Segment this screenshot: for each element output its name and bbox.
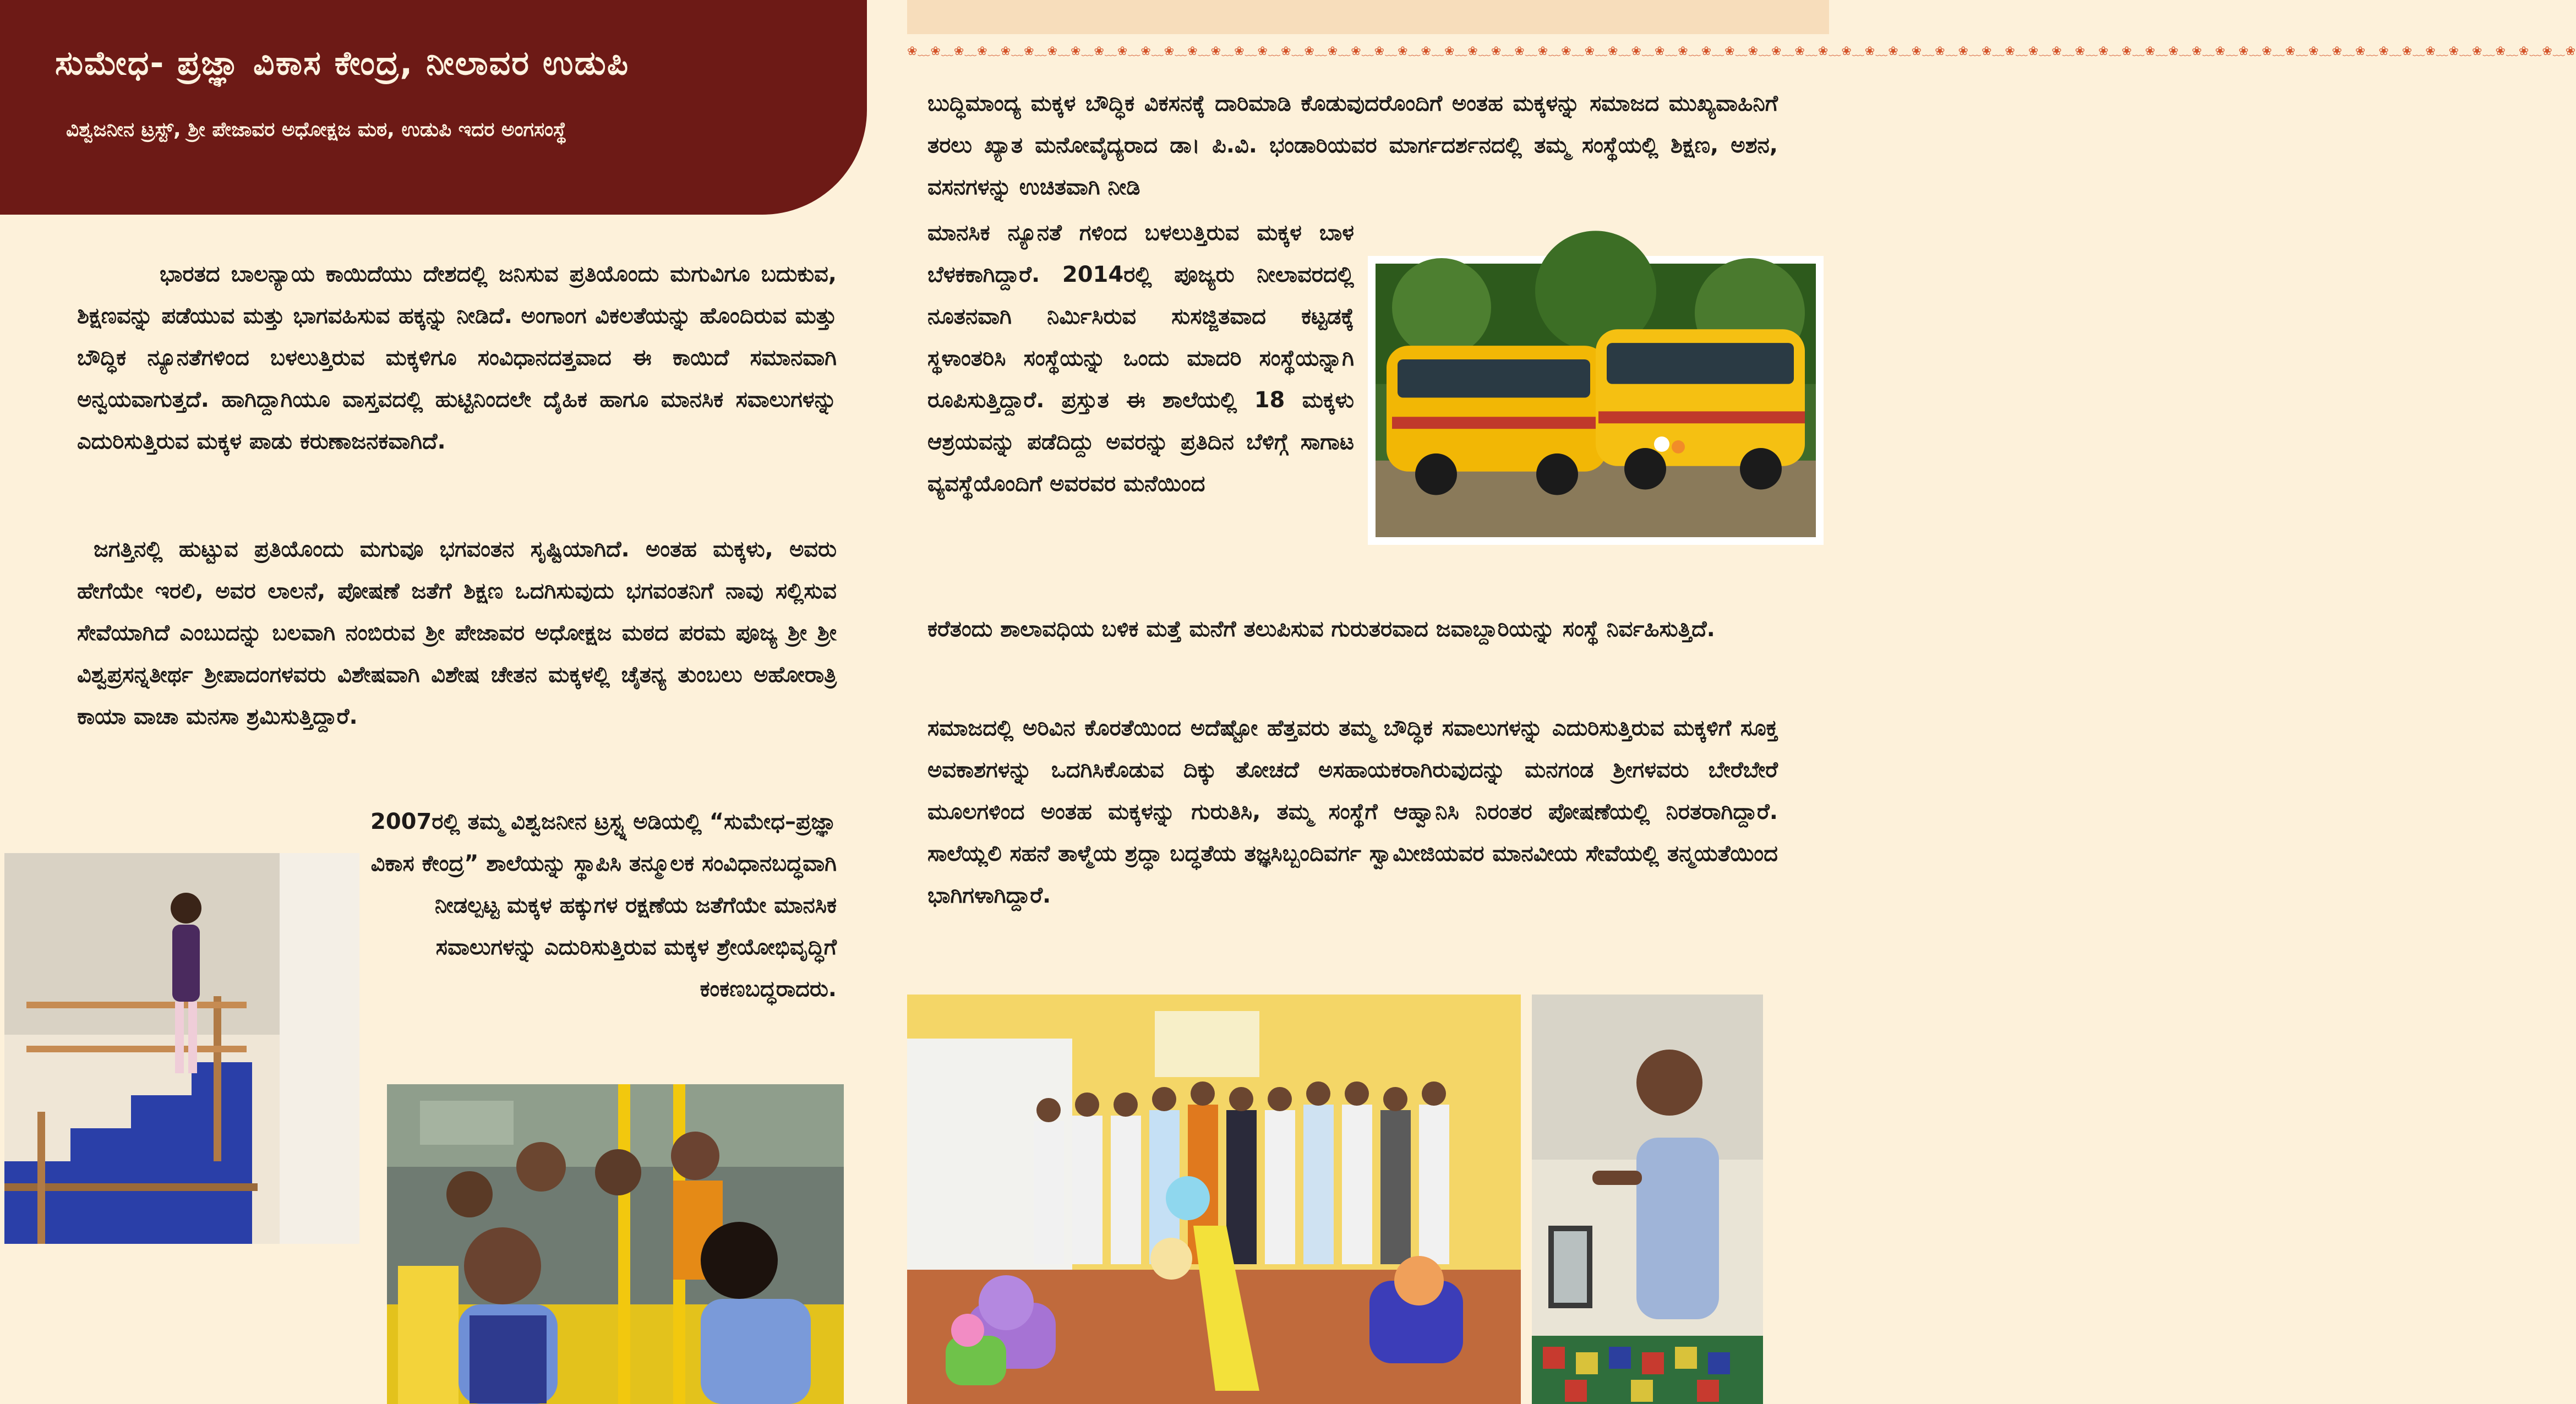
left-paragraph-3: 2007ರಲ್ಲಿ ತಮ್ಮ ವಿಶ್ವಜನೀನ ಟ್ರಸ್ಟ್ನ ಅಡಿಯಲ್ಲಿ “ಸುಮೇಧ–ಪ್ರಜ್ಞಾ ವಿಕಾಸ ಕೇಂದ್ರ” ಶಾಲೆಯನ್ನು ಸ್ಥಾಪಿಸಿ ತನ್ಮೂಲಕ ಸಂವಿಧಾನಬದ್ಧವಾಗಿ ನೀಡಲ್ಪಟ್ಟ ಮಕ್ಕಳ ಹಕ್ಕುಗಳ ರಕ್ಷಣೆಯ ಜತೆಗೆಯೇ ಮಾನಸಿಕ ಸವಾಲುಗಳನ್ನು ಎದುರಿಸುತ್ತಿರುವ ಮಕ್ಕಳ ಶ್ರೇಯೋಭಿವೃದ್ಧಿಗೆ ಕಂಕಣಬದ್ಧರಾದರು.: [370, 809, 837, 1002]
children-in-bus-photo: [387, 1084, 844, 1404]
right-paragraph-1-narrow: ಮಾನಸಿಕ ನ್ಯೂನತೆ ಗಳಿಂದ ಬಳಲುತ್ತಿರುವ ಮಕ್ಕಳ ಬಾಳ ಬೆಳಕಕಾಗಿದ್ದಾರೆ. 2014ರಲ್ಲಿ ಪೂಜ್ಯರು ನೀಲಾವರದಲ್ಲಿ ನೂತನವಾಗಿ ನಿರ್ಮಿಸಿರುವ ಸುಸಜ್ಜಿತವಾದ ಕಟ್ಟಡಕ್ಕೆ ಸ್ಥಳಾಂತರಿಸಿ ಸಂಸ್ಥೆಯನ್ನು ಒಂದು ಮಾದರಿ ಸಂಸ್ಥೆಯನ್ನಾಗಿ ರೂಪಿಸುತ್ತಿದ್ದಾರೆ. ಪ್ರಸ್ತುತ ಈ ಶಾಲೆಯಲ್ಲಿ 18 ಮಕ್ಕಳು ಆಶ್ರಯವನ್ನು ಪಡೆದಿದ್ದು ಅವರನ್ನು ಪ್ರತಿದಿನ ಬೆಳಿಗ್ಗೆ ಸಾಗಾಟ ವ್ಯವಸ್ಥೆಯೊಂದಿಗೆ ಅವರವರ ಮನೆಯಿಂದ: [927, 220, 1354, 496]
school-bus-photo: [1368, 256, 1824, 545]
top-strip: [907, 0, 1829, 34]
right-paragraph-2: ಸಮಾಜದಲ್ಲಿ ಅರಿವಿನ ಕೊರತೆಯಿಂದ ಅದೆಷ್ಟೋ ಹೆತ್ತವರು ತಮ್ಮ ಬೌದ್ಧಿಕ ಸವಾಲುಗಳನ್ನು ಎದುರಿಸುತ್ತಿರುವ ಮಕ್ಕಳಿಗೆ ಸೂಕ್ತ ಅವಕಾಶಗಳನ್ನು ಒದಗಿಸಿಕೊಡುವ ದಿಕ್ಕು ತೋಚದೆ ಅಸಹಾಯಕರಾಗಿರುವುದನ್ನು ಮನಗಂಡ ಶ್ರೀಗಳವರು ಬೇರೆಬೇರೆ ಮೂಲಗಳಿಂದ ಅಂತಹ ಮಕ್ಕಳನ್ನು ಗುರುತಿಸಿ, ತಮ್ಮ ಸಂಸ್ಥೆಗೆ ಆಹ್ವಾನಿಸಿ ನಿರಂತರ ಪೋಷಣೆಯಲ್ಲಿ ನಿರತರಾಗಿದ್ದಾರೆ. ಸಾಲೆಯ್ಲಲಿ ಸಹನೆ ತಾಳ್ಮೆಯ ಶ್ರದ್ಧಾ ಬದ್ಧತೆಯ ತಜ್ಞಸಿಬ್ಬಂದಿವರ್ಗ ಸ್ವಾಮೀಜಿಯವರ ಮಾನವೀಯ ಸೇವೆಯಲ್ಲಿ ತನ್ಮಯತೆಯಿಂದ ಭಾಗಿಗಳಾಗಿದ್ದಾರೆ.: [927, 715, 1778, 908]
therapy-stairs-photo: [4, 853, 359, 1244]
header-banner: [0, 0, 867, 215]
right-paragraph-1-top: ಬುದ್ಧಿಮಾಂದ್ಯ ಮಕ್ಕಳ ಬೌದ್ಧಿಕ ವಿಕಸನಕ್ಕೆ ದಾರಿಮಾಡಿ ಕೊಡುವುದರೊಂದಿಗೆ ಅಂತಹ ಮಕ್ಕಳನ್ನು ಸಮಾಜದ ಮುಖ್ಯವಾಹಿನಿಗೆ ತರಲು ಖ್ಯಾತ ಮನೋವೈದ್ಯರಾದ ಡಾ। ಪಿ.ವಿ. ಭಂಡಾರಿಯವರ ಮಾರ್ಗದರ್ಶನದಲ್ಲಿ ತಮ್ಮ ಸಂಸ್ಥೆಯಲ್ಲಿ ಶಿಕ್ಷಣ, ಅಶನ, ವಸನಗಳನ್ನು ಉಚಿತವಾಗಿ ನೀಡಿ: [927, 91, 1778, 200]
ornamental-border: ❀﹏❀﹏❀﹏❀﹏❀﹏❀﹏❀﹏❀﹏❀﹏❀﹏❀﹏❀﹏❀﹏❀﹏❀﹏❀﹏❀﹏❀﹏❀﹏❀﹏❀﹏❀﹏❀﹏❀﹏❀﹏❀﹏❀﹏❀﹏❀﹏❀﹏❀﹏❀﹏❀﹏❀﹏❀﹏❀﹏❀﹏❀﹏❀﹏❀﹏❀﹏❀﹏❀﹏❀﹏❀﹏❀﹏❀﹏❀﹏❀﹏❀﹏❀﹏❀﹏❀﹏❀﹏❀﹏❀﹏❀﹏❀﹏❀﹏❀﹏❀﹏❀﹏❀﹏❀﹏❀﹏❀﹏❀﹏❀﹏❀﹏❀﹏❀﹏❀: [907, 45, 2576, 58]
inauguration-group-photo: [907, 995, 1521, 1404]
left-paragraph-1: ಭಾರತದ ಬಾಲನ್ಯಾಯ ಕಾಯಿದೆಯು ದೇಶದಲ್ಲಿ ಜನಿಸುವ ಪ್ರತಿಯೊಂದು ಮಗುವಿಗೂ ಬದುಕುವ, ಶಿಕ್ಷಣವನ್ನು ಪಡೆಯುವ ಮತ್ತು ಭಾಗವಹಿಸುವ ಹಕ್ಕನ್ನು ನೀಡಿದೆ. ಅಂಗಾಂಗ ವಿಕಲತೆಯನ್ನು ಹೊಂದಿರುವ ಮತ್ತು ಬೌದ್ಧಿಕ ನ್ಯೂನತೆಗಳಿಂದ ಬಳಲುತ್ತಿರುವ ಮಕ್ಕಳಿಗೂ ಸಂವಿಧಾನದತ್ತವಾದ ಈ ಕಾಯಿದೆ ಸಮಾನವಾಗಿ ಅನ್ವಯವಾಗುತ್ತದೆ. ಹಾಗಿದ್ದಾಗಿಯೂ ವಾಸ್ತವದಲ್ಲಿ ಹುಟ್ಟಿನಿಂದಲೇ ದೈಹಿಕ ಹಾಗೂ ಮಾನಸಿಕ ಸವಾಲುಗಳನ್ನು ಎದುರಿಸುತ್ತಿರುವ ಮಕ್ಕಳ ಪಾಡು ಕರುಣಾಜನಕವಾಗಿದೆ.: [77, 261, 837, 454]
right-paragraph-1-bottom: ಕರೆತಂದು ಶಾಲಾವಧಿಯ ಬಳಿಕ ಮತ್ತೆ ಮನೆಗೆ ತಲುಪಿಸುವ ಗುರುತರವಾದ ಜವಾಬ್ದಾರಿಯನ್ನು ಸಂಸ್ಥೆ ನಿರ್ವಹಿಸುತ್ತಿದೆ.: [927, 616, 1715, 642]
left-paragraph-2: ಜಗತ್ತಿನಲ್ಲಿ ಹುಟ್ಟುವ ಪ್ರತಿಯೊಂದು ಮಗುವೂ ಭಗವಂತನ ಸೃಷ್ಟಿಯಾಗಿದೆ. ಅಂತಹ ಮಕ್ಕಳು, ಅವರು ಹೇಗೆಯೇ ಇರಲಿ, ಅವರ ಲಾಲನೆ, ಪೋಷಣೆ ಜತೆಗೆ ಶಿಕ್ಷಣ ಒದಗಿಸುವುದು ಭಗವಂತನಿಗೆ ನಾವು ಸಲ್ಲಿಸುವ ಸೇವೆಯಾಗಿದೆ ಎಂಬುದನ್ನು ಬಲವಾಗಿ ನಂಬಿರುವ ಶ್ರೀ ಪೇಜಾವರ ಅಧೋಕ್ಷಜ ಮಠದ ಪರಮ ಪೂಜ್ಯ ಶ್ರೀ ಶ್ರೀ ವಿಶ್ವಪ್ರಸನ್ನತೀರ್ಥ ಶ್ರೀಪಾದಂಗಳವರು ವಿಶೇಷವಾಗಿ ವಿಶೇಷ ಚೇತನ ಮಕ್ಕಳಲ್ಲಿ ಚೈತನ್ಯ ತುಂಬಲು ಅಹೋರಾತ್ರಿ ಕಾಯಾ ವಾಚಾ ಮನಸಾ ಶ್ರಮಿಸುತ್ತಿದ್ದಾರೆ.: [77, 537, 837, 729]
page-title: ಸುಮೇಧ- ಪ್ರಜ್ಞಾ ವಿಕಾಸ ಕೇಂದ್ರ, ನೀಲಾವರ ಉಡುಪಿ: [55, 44, 630, 83]
boy-with-blocks-photo: [1532, 995, 1763, 1404]
page-subtitle: ವಿಶ್ವಜನೀನ ಟ್ರಸ್ಟ್, ಶ್ರೀ ಪೇಜಾವರ ಅಧೋಕ್ಷಜ ಮಠ, ಉಡುಪಿ ಇದರ ಅಂಗಸಂಸ್ಥೆ: [66, 118, 567, 141]
